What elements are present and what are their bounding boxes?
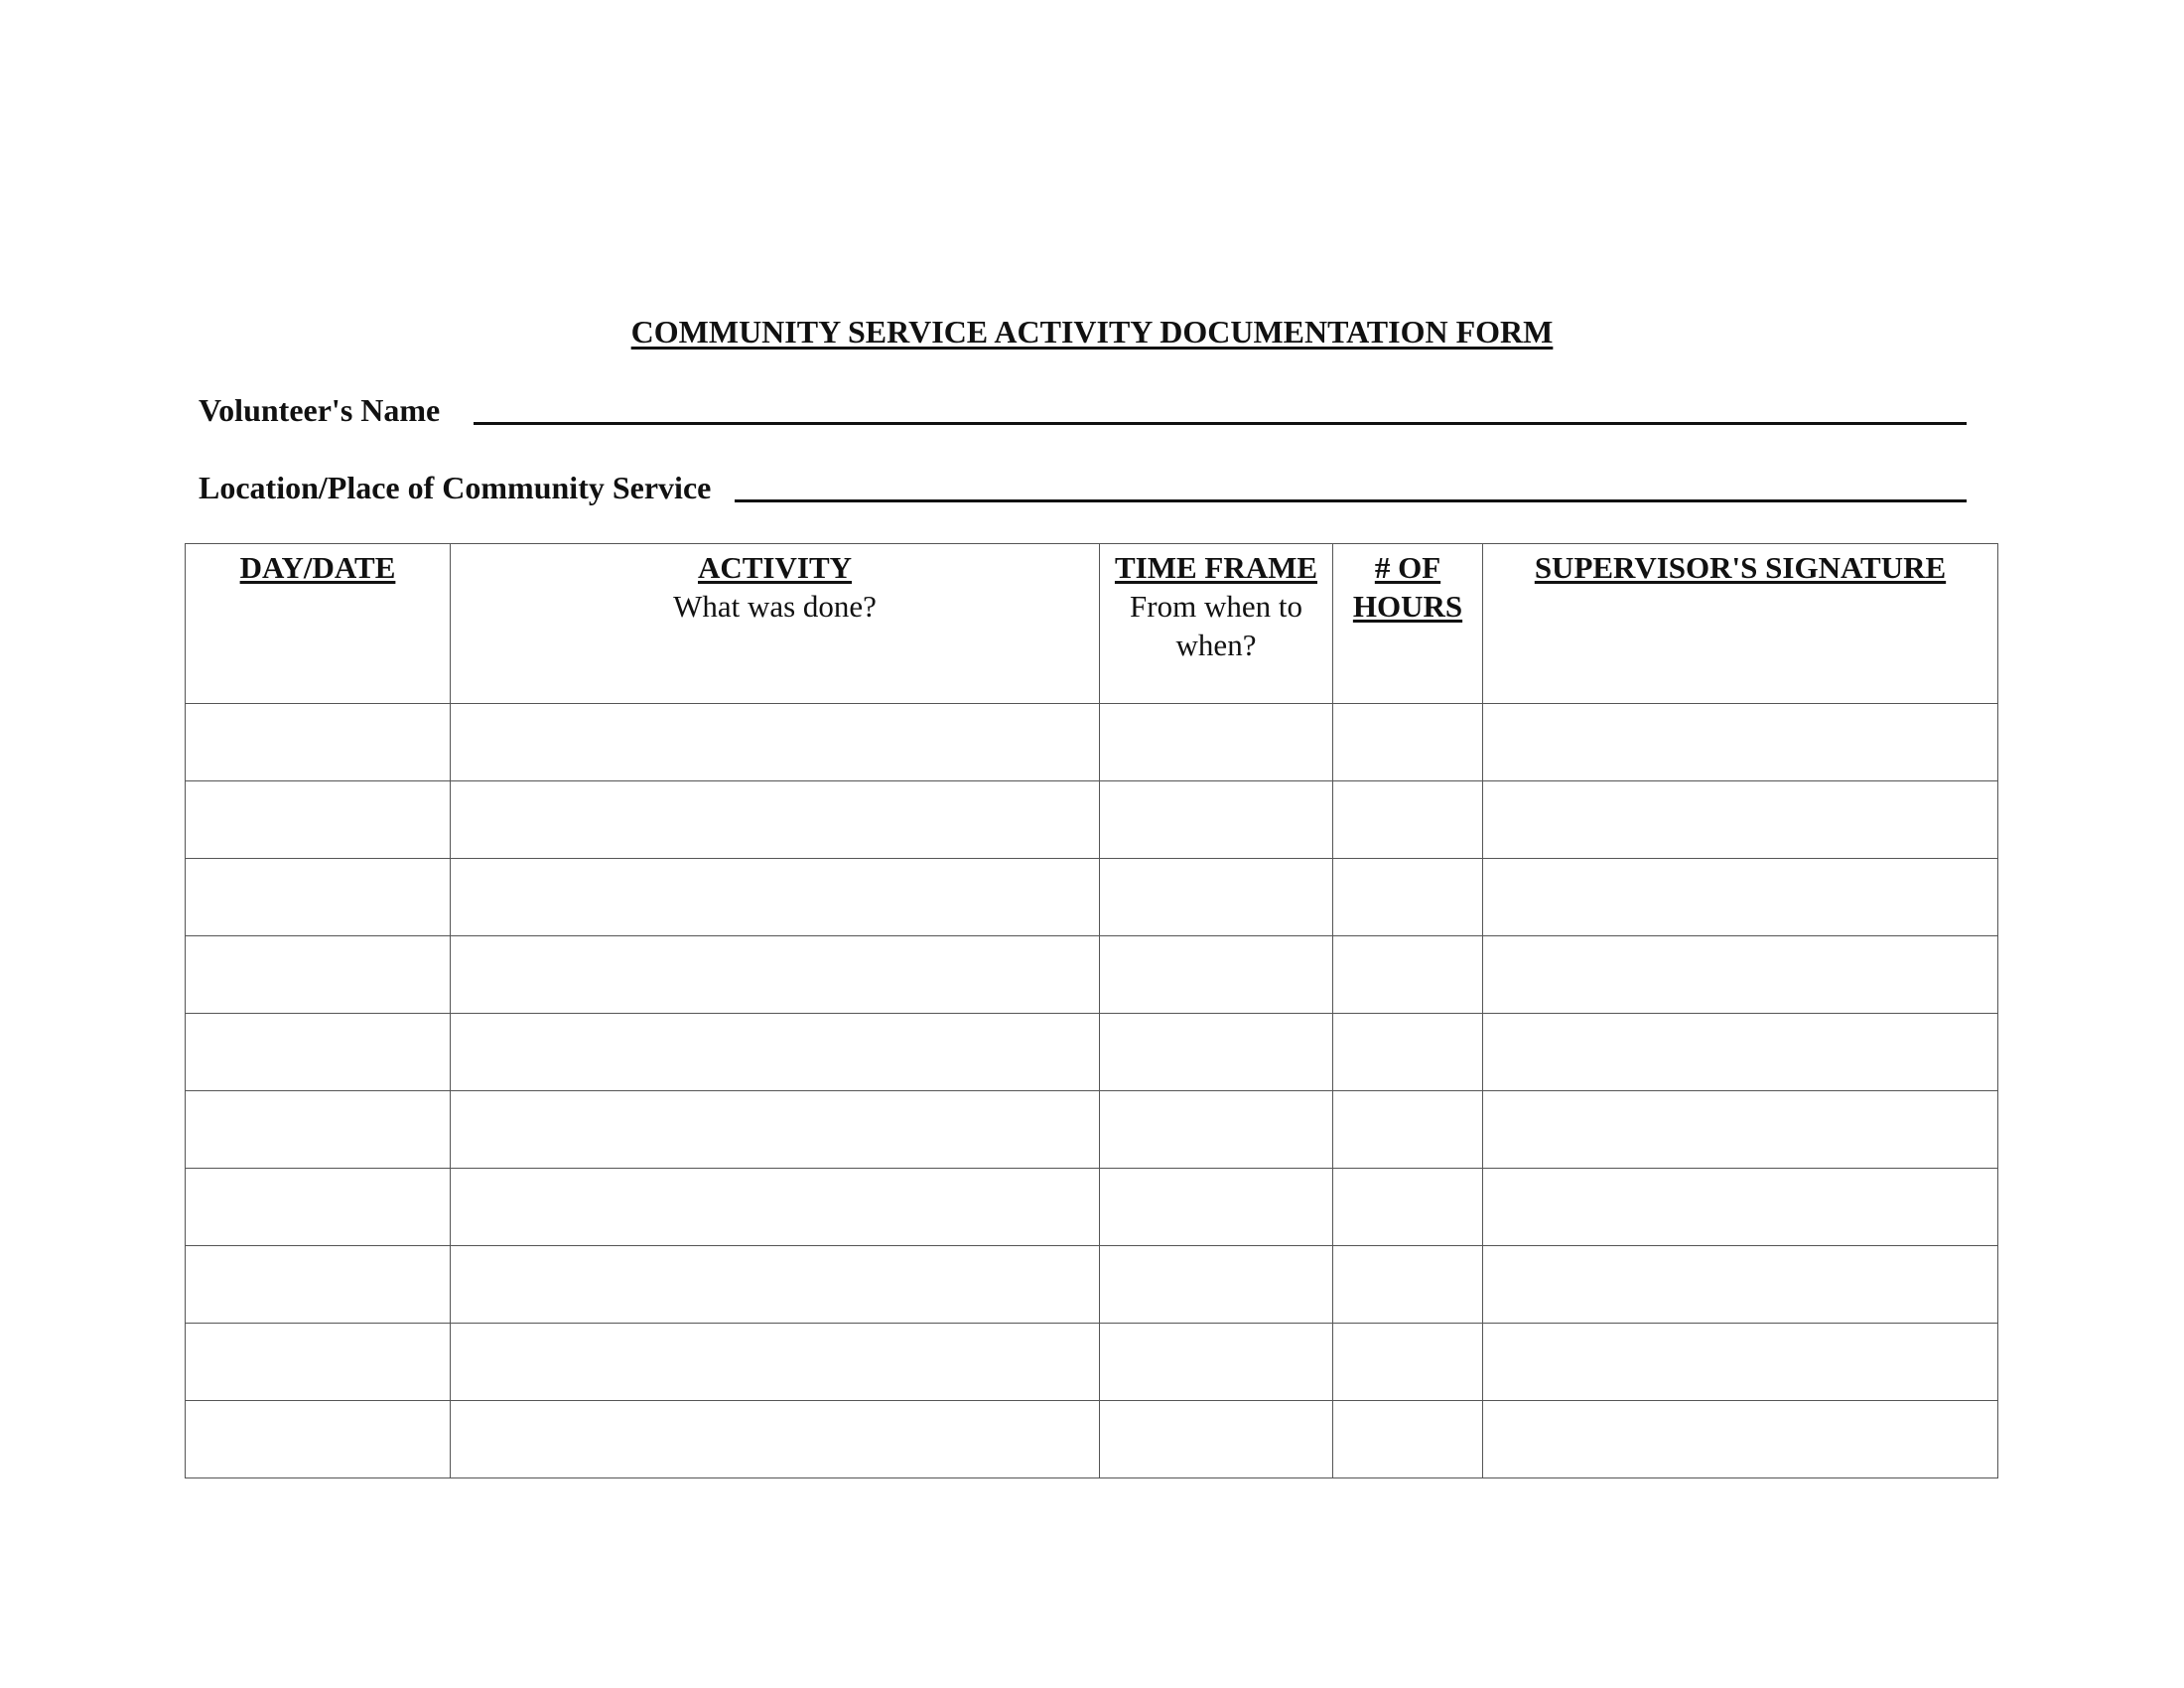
activity-cell[interactable] xyxy=(451,704,1100,781)
table-row xyxy=(186,936,1998,1014)
volunteer-name-label: Volunteer's Name xyxy=(199,392,441,428)
header-time-frame-title: TIME FRAME xyxy=(1114,550,1318,585)
header-day-date-title: DAY/DATE xyxy=(239,550,396,585)
day-date-cell[interactable] xyxy=(186,1401,451,1478)
header-activity-title: ACTIVITY xyxy=(697,550,853,585)
signature-cell[interactable] xyxy=(1483,1246,1998,1324)
table-row xyxy=(186,1014,1998,1091)
header-signature-title: SUPERVISOR'S SIGNATURE xyxy=(1534,550,1947,585)
location-label: Location/Place of Community Service xyxy=(199,470,712,505)
time-frame-cell[interactable] xyxy=(1100,704,1333,781)
day-date-cell[interactable] xyxy=(186,1324,451,1401)
header-hours xyxy=(1333,544,1483,704)
header-time-frame-subtitle: From when to when? xyxy=(1130,589,1302,662)
day-date-cell[interactable] xyxy=(186,936,451,1014)
time-frame-cell[interactable] xyxy=(1100,1091,1333,1169)
table-row xyxy=(186,1246,1998,1324)
location-row xyxy=(199,468,711,507)
signature-cell[interactable] xyxy=(1483,1014,1998,1091)
day-date-cell[interactable] xyxy=(186,781,451,859)
signature-cell[interactable] xyxy=(1483,859,1998,936)
signature-cell[interactable] xyxy=(1483,781,1998,859)
signature-cell[interactable] xyxy=(1483,1401,1998,1478)
activity-cell[interactable] xyxy=(451,1091,1100,1169)
table-row xyxy=(186,859,1998,936)
hours-cell[interactable] xyxy=(1333,1324,1483,1401)
activity-cell[interactable] xyxy=(451,781,1100,859)
time-frame-cell[interactable] xyxy=(1100,1401,1333,1478)
hours-cell[interactable] xyxy=(1333,1091,1483,1169)
activity-cell[interactable] xyxy=(451,859,1100,936)
day-date-cell[interactable] xyxy=(186,1246,451,1324)
header-signature xyxy=(1483,544,1998,704)
hours-cell[interactable] xyxy=(1333,1246,1483,1324)
table-row xyxy=(186,1169,1998,1246)
day-date-cell[interactable] xyxy=(186,1169,451,1246)
day-date-cell[interactable] xyxy=(186,1014,451,1091)
time-frame-cell[interactable] xyxy=(1100,1169,1333,1246)
header-row xyxy=(186,544,1998,704)
hours-cell[interactable] xyxy=(1333,859,1483,936)
activity-cell[interactable] xyxy=(451,1401,1100,1478)
form-title: COMMUNITY SERVICE ACTIVITY DOCUMENTATION FORM xyxy=(630,314,1554,350)
hours-cell[interactable] xyxy=(1333,936,1483,1014)
header-activity xyxy=(451,544,1100,704)
signature-cell[interactable] xyxy=(1483,1091,1998,1169)
activity-log-table xyxy=(185,543,1998,1478)
day-date-cell[interactable] xyxy=(186,704,451,781)
table-row xyxy=(186,1401,1998,1478)
time-frame-cell[interactable] xyxy=(1100,859,1333,936)
time-frame-cell[interactable] xyxy=(1100,936,1333,1014)
signature-cell[interactable] xyxy=(1483,704,1998,781)
header-day-date xyxy=(186,544,451,704)
hours-cell[interactable] xyxy=(1333,704,1483,781)
header-time-frame xyxy=(1100,544,1333,704)
activity-cell[interactable] xyxy=(451,1014,1100,1091)
time-frame-cell[interactable] xyxy=(1100,781,1333,859)
header-activity-subtitle: What was done? xyxy=(673,589,877,624)
volunteer-name-field[interactable] xyxy=(474,422,1967,425)
day-date-cell[interactable] xyxy=(186,1091,451,1169)
time-frame-cell[interactable] xyxy=(1100,1014,1333,1091)
day-date-cell[interactable] xyxy=(186,859,451,936)
time-frame-cell[interactable] xyxy=(1100,1324,1333,1401)
location-field[interactable] xyxy=(735,499,1967,502)
table-row xyxy=(186,1324,1998,1401)
hours-cell[interactable] xyxy=(1333,1401,1483,1478)
signature-cell[interactable] xyxy=(1483,1324,1998,1401)
activity-cell[interactable] xyxy=(451,1324,1100,1401)
activity-cell[interactable] xyxy=(451,1169,1100,1246)
activity-cell[interactable] xyxy=(451,936,1100,1014)
table-row xyxy=(186,704,1998,781)
hours-cell[interactable] xyxy=(1333,1014,1483,1091)
hours-cell[interactable] xyxy=(1333,1169,1483,1246)
time-frame-cell[interactable] xyxy=(1100,1246,1333,1324)
volunteer-name-row xyxy=(199,390,440,430)
activity-cell[interactable] xyxy=(451,1246,1100,1324)
hours-cell[interactable] xyxy=(1333,781,1483,859)
table-row xyxy=(186,781,1998,859)
signature-cell[interactable] xyxy=(1483,1169,1998,1246)
signature-cell[interactable] xyxy=(1483,936,1998,1014)
table-row xyxy=(186,1091,1998,1169)
header-hours-title: # OF HOURS xyxy=(1352,550,1463,624)
activity-log-body xyxy=(186,704,1998,1478)
